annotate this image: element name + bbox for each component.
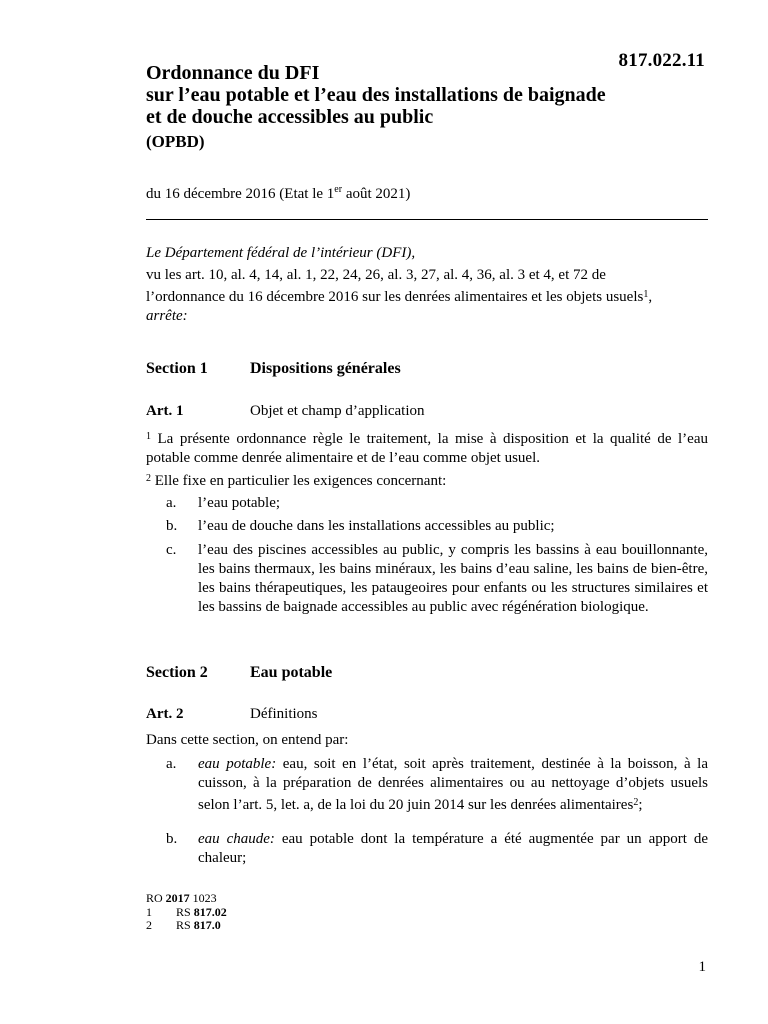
document-date <box>146 184 410 203</box>
definition-text: eau potable dont la température a été augmentée par un apport de chaleur; <box>198 831 709 866</box>
preamble-authority: Le Département fédéral de l’intérieur (DFI), <box>146 245 416 261</box>
article-2-number: Art. 2 <box>146 706 184 722</box>
item-label: c. <box>166 542 177 558</box>
ro-page: 1023 <box>189 891 217 905</box>
paragraph-2-number: 2 <box>146 473 151 484</box>
item-label: a. <box>166 756 177 772</box>
definition-end: ; <box>638 797 643 813</box>
date-superscript: er <box>334 184 343 195</box>
definition-text: eau, soit en l’état, soit après traitement, destinée à la boisson, à la cuisson, à la préparation de denrées alimentaires ou au nettoyage d’objets usuels selon l’art. 5, let. a, de la loi du 20 juin 2014 sur les denrées alimentaires <box>198 756 708 813</box>
preamble-line-1: vu les art. 10, al. 4, 14, al. 1, 22, 24, 26, al. 3, 27, al. 4, 36, al. 3 et 4, et 72 de <box>146 267 606 283</box>
footnote-2-text <box>176 919 221 932</box>
footnote-1-number: 1 <box>146 905 152 919</box>
definition-term: eau chaude: <box>198 831 275 847</box>
article-2-heading <box>146 706 318 723</box>
article-1-number: Art. 1 <box>146 403 184 419</box>
footnote-prefix: RS <box>176 918 194 932</box>
date-prefix: du 16 décembre 2016 (Etat le 1 <box>146 186 335 202</box>
sr-number: 817.022.11 <box>618 50 705 71</box>
footnote-2-number: 2 <box>146 918 152 932</box>
section-2-title: Eau potable <box>250 664 333 681</box>
title-line-2: sur l’eau potable et l’eau des installations de baignade <box>146 84 606 106</box>
item-text: l’eau des piscines accessibles au public, y compris les bassins à eau bouillonnante, les bains thermaux, les bains minéraux, les bains d’eau saline, les bains de bien-être, les bains thérapeutiques, les pataugeoires pour enfants ou les structures similaires et les bassins de baignade accessibles au public avec régénération biologique. <box>198 542 708 615</box>
section-2-number: Section 2 <box>146 664 208 681</box>
date-suffix: août 2021) <box>342 186 411 202</box>
section-1-heading <box>146 360 401 378</box>
section-2-heading <box>146 664 333 682</box>
article-1-title: Objet et champ d’application <box>250 403 425 419</box>
footnote-ref-link[interactable]: 817.02 <box>193 905 227 919</box>
preamble-line-2-text: l’ordonnance du 16 décembre 2016 sur les denrées alimentaires et les objets usuels <box>146 289 644 305</box>
footnote-ref-link[interactable]: 817.0 <box>193 918 221 932</box>
article-1-paragraph-1 <box>146 427 708 468</box>
official-compilation-reference <box>146 892 217 905</box>
article-2-title: Définitions <box>250 706 318 722</box>
paragraph-2-text: Elle fixe en particulier les exigences concernant: <box>151 473 447 489</box>
item-label: a. <box>166 495 177 511</box>
definition-term: eau potable: <box>198 756 277 772</box>
ro-year: 2017 <box>165 891 190 905</box>
title-abbreviation: (OPBD) <box>146 132 205 151</box>
article-2-intro: Dans cette section, on entend par: <box>146 732 349 748</box>
article-1-heading <box>146 403 425 420</box>
title-line-3: et de douche accessibles au public <box>146 106 434 128</box>
header-divider <box>146 219 708 220</box>
item-text <box>198 755 708 815</box>
document-title <box>146 62 706 153</box>
preamble-decides: arrête: <box>146 308 188 324</box>
page-number: 1 <box>698 959 706 975</box>
preamble-line-2-end: , <box>648 289 653 305</box>
preamble-line-2 <box>146 285 708 307</box>
paragraph-1-number: 1 <box>146 431 151 442</box>
paragraph-1-text: La présente ordonnance règle le traitement, la mise à disposition et la qualité de l’eau potable comme denrée alimentaire et de l’eau comme objet usuel. <box>146 431 708 466</box>
section-1-title: Dispositions générales <box>250 360 401 377</box>
item-text: l’eau de douche dans les installations accessibles au public; <box>198 518 555 534</box>
item-label: b. <box>166 831 178 847</box>
footnote-prefix: RS <box>176 905 194 919</box>
section-1-number: Section 1 <box>146 360 208 377</box>
footnote-ref-1[interactable]: 1 <box>643 289 649 300</box>
item-label: b. <box>166 518 178 534</box>
title-line-1: Ordonnance du DFI <box>146 62 320 84</box>
ro-prefix: RO <box>146 891 166 905</box>
item-text <box>198 830 708 868</box>
footnote-2 <box>146 918 221 932</box>
article-1-paragraph-2 <box>146 469 708 491</box>
footnote-ref-2[interactable]: 2 <box>633 797 639 808</box>
item-text: l’eau potable; <box>198 495 281 511</box>
